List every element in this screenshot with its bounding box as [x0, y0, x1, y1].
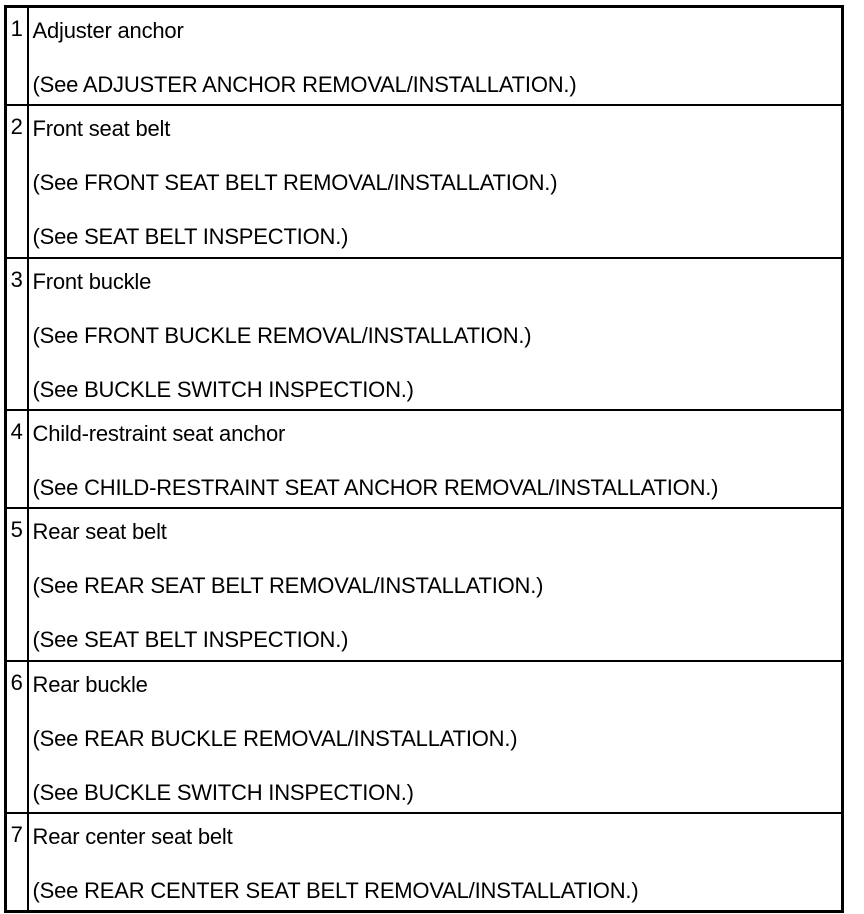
- table-row: [6, 813, 843, 912]
- item-description: [28, 508, 843, 661]
- item-title: Rear buckle: [32, 672, 148, 697]
- component-legend-table: [4, 5, 844, 913]
- item-reference: (See REAR SEAT BELT REMOVAL/INSTALLATION.): [32, 573, 544, 598]
- item-number: 6: [6, 661, 28, 813]
- item-description: [28, 105, 843, 258]
- table-row: [6, 661, 843, 813]
- item-reference: (See FRONT SEAT BELT REMOVAL/INSTALLATION.): [32, 170, 558, 195]
- item-reference: (See FRONT BUCKLE REMOVAL/INSTALLATION.): [32, 323, 532, 348]
- item-title: Rear seat belt: [32, 519, 167, 544]
- table-row: [6, 258, 843, 410]
- item-title: Rear center seat belt: [32, 824, 233, 849]
- item-description: [28, 258, 843, 410]
- item-reference: (See ADJUSTER ANCHOR REMOVAL/INSTALLATION.): [32, 72, 577, 97]
- table-row: [6, 410, 843, 508]
- item-reference: (See REAR BUCKLE REMOVAL/INSTALLATION.): [32, 726, 518, 751]
- item-number: 3: [6, 258, 28, 410]
- item-reference: (See SEAT BELT INSPECTION.): [32, 627, 349, 652]
- item-title: Front seat belt: [32, 116, 171, 141]
- item-title: Child-restraint seat anchor: [32, 421, 286, 446]
- item-number: 4: [6, 410, 28, 508]
- item-reference: (See REAR CENTER SEAT BELT REMOVAL/INSTALLATION.): [32, 878, 639, 903]
- item-title: Front buckle: [32, 269, 152, 294]
- item-description: [28, 410, 843, 508]
- item-reference: (See CHILD-RESTRAINT SEAT ANCHOR REMOVAL/INSTALLATION.): [32, 475, 719, 500]
- item-reference: (See BUCKLE SWITCH INSPECTION.): [32, 377, 414, 402]
- item-reference: (See SEAT BELT INSPECTION.): [32, 224, 349, 249]
- item-number: 1: [6, 7, 28, 106]
- item-number: 5: [6, 508, 28, 661]
- table-row: [6, 508, 843, 661]
- item-description: [28, 661, 843, 813]
- item-number: 7: [6, 813, 28, 912]
- table-row: [6, 7, 843, 106]
- table-row: [6, 105, 843, 258]
- item-number: 2: [6, 105, 28, 258]
- item-description: [28, 813, 843, 912]
- item-title: Adjuster anchor: [32, 18, 184, 43]
- item-description: [28, 7, 843, 106]
- item-reference: (See BUCKLE SWITCH INSPECTION.): [32, 780, 414, 805]
